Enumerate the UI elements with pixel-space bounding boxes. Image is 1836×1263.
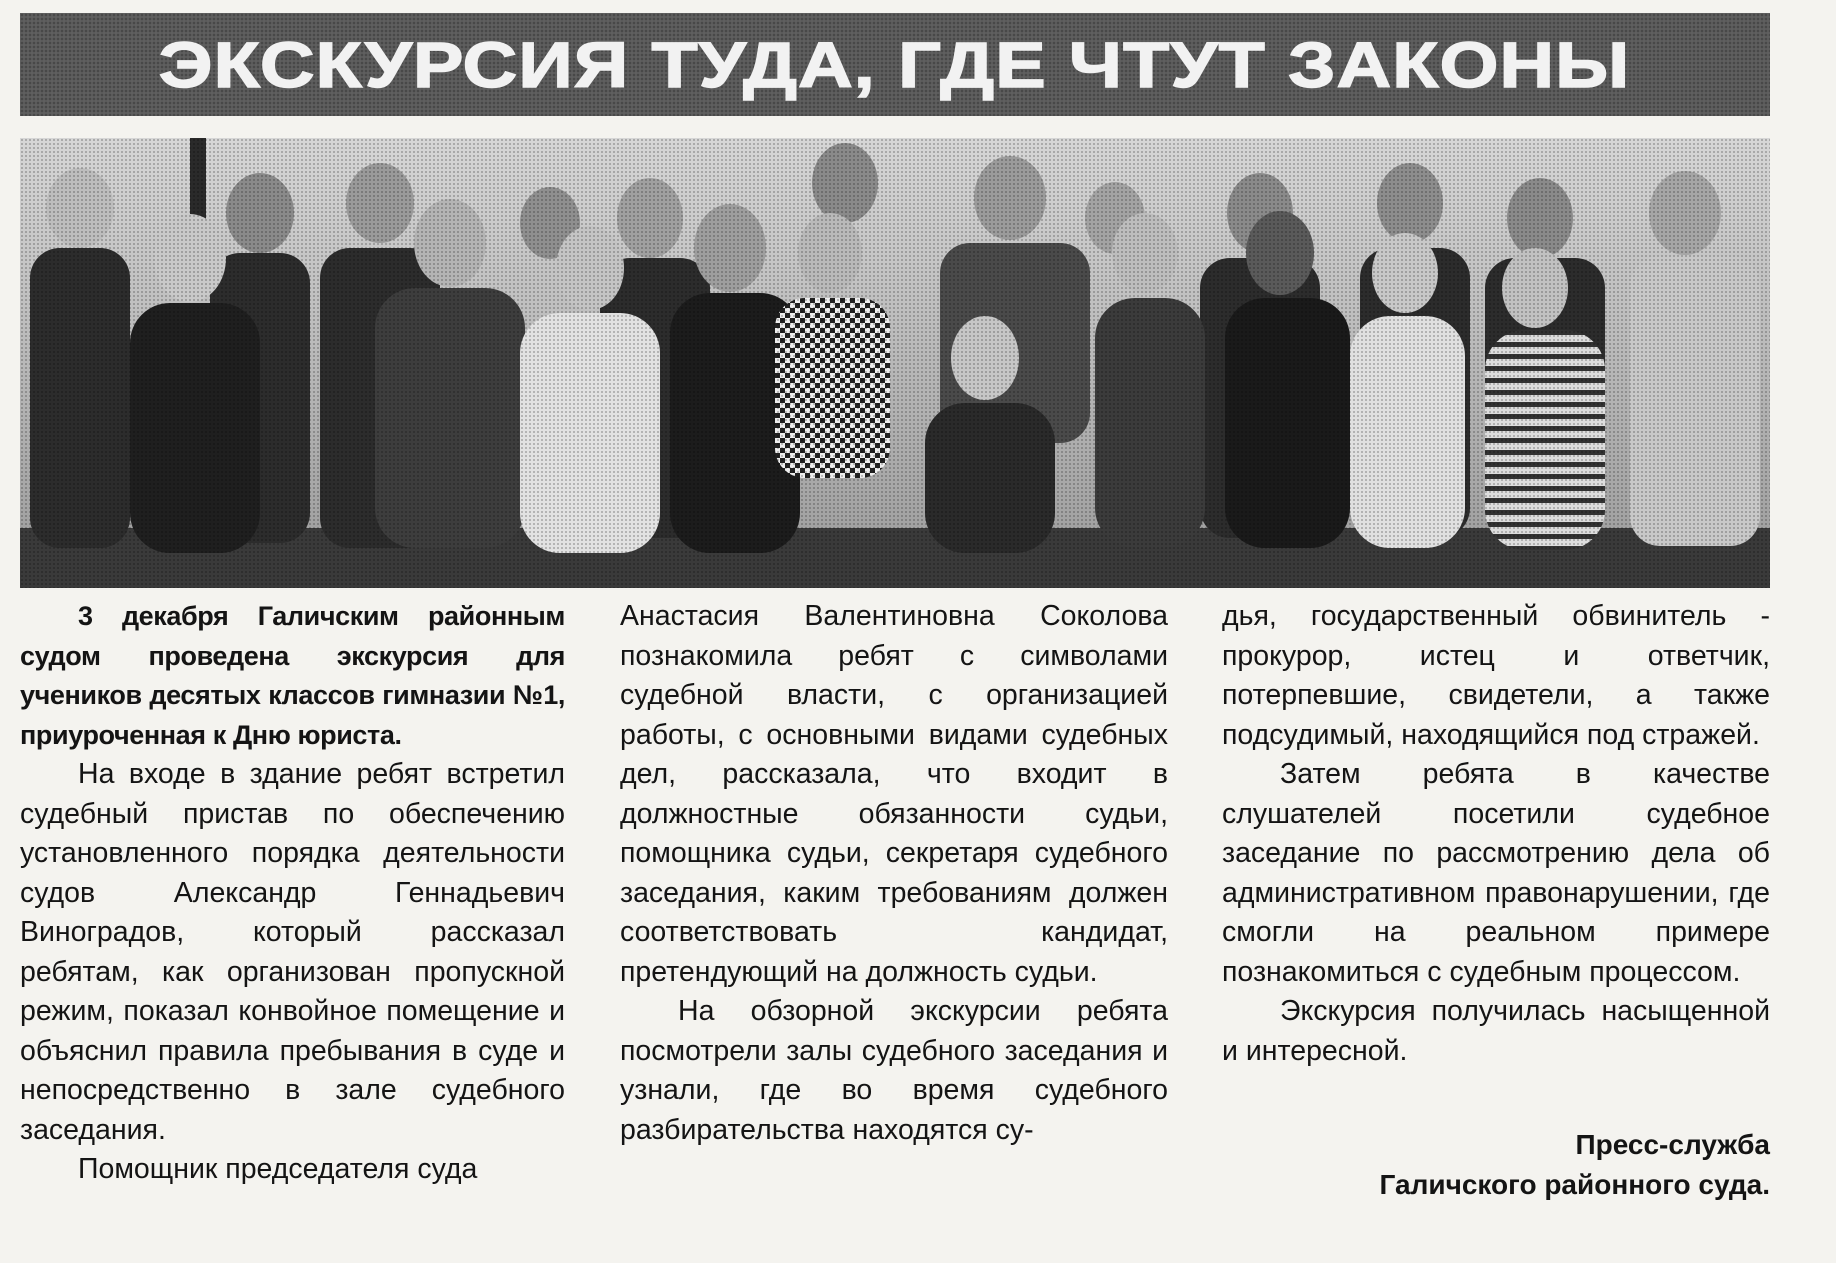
article-paragraph: дья, государственный обвинитель - прокурор, истец и ответчик, потерпевшие, свидетели, а также подсудимый, находящийся под стражей.: [1222, 600, 1770, 751]
article-paragraph: Затем ребята в качестве слушателей посетили судебное заседание по рассмотрению дела об административном правонарушении, где смогли на реальном примере познакомиться с судебным процессом.: [1222, 758, 1770, 988]
article-paragraph: На входе в здание ребят встретил судебный пристав по обеспечению установленного порядка деятельности судов Александр Геннадьевич Виноградов, который рассказал ребятам, как организован пропускной режим, показал конвойное помещение и объяснил правила пребывания в суде и непосредственно в зале судебного заседания.: [20, 758, 565, 1146]
group-photo-illustration: [20, 138, 1770, 588]
article-headline: ЭКСКУРСИЯ ТУДА, ГДЕ ЧТУТ ЗАКОНЫ: [159, 28, 1631, 101]
article-paragraph: Анастасия Валентиновна Соколова познакомила ребят с символами судебной власти, с организацией работы, с основными видами судебных дел, рассказала, что входит в должностные обязанности судьи, помощника судьи, секретаря судебного заседания, каким требованиям должен соответствовать кандидат, претендующий на должность судьи.: [620, 600, 1168, 988]
headline-banner: [20, 13, 1770, 116]
article-signature: [1222, 1125, 1770, 1204]
signature-line: Пресс-служба: [1575, 1129, 1770, 1160]
article-paragraph: Экскурсия получилась насыщенной и интересной.: [1222, 995, 1770, 1067]
article-column-2: [620, 597, 1168, 1150]
signature-line: Галичского районного суда.: [1379, 1168, 1770, 1200]
group-photo: [20, 138, 1770, 588]
article-lead: 3 декабря Галичским районным судом проведена экскурсия для учеников десятых классов гимназии №1, приуроченная к Дню юриста.: [20, 601, 565, 750]
article-paragraph: На обзорной экскурсии ребята посмотрели залы судебного заседания и узнали, где во время судебного разбирательства находятся су-: [620, 995, 1168, 1146]
article-column-1: [20, 597, 565, 1190]
article-column-3: [1222, 597, 1770, 1204]
article-paragraph: Помощник председателя суда: [78, 1153, 478, 1185]
